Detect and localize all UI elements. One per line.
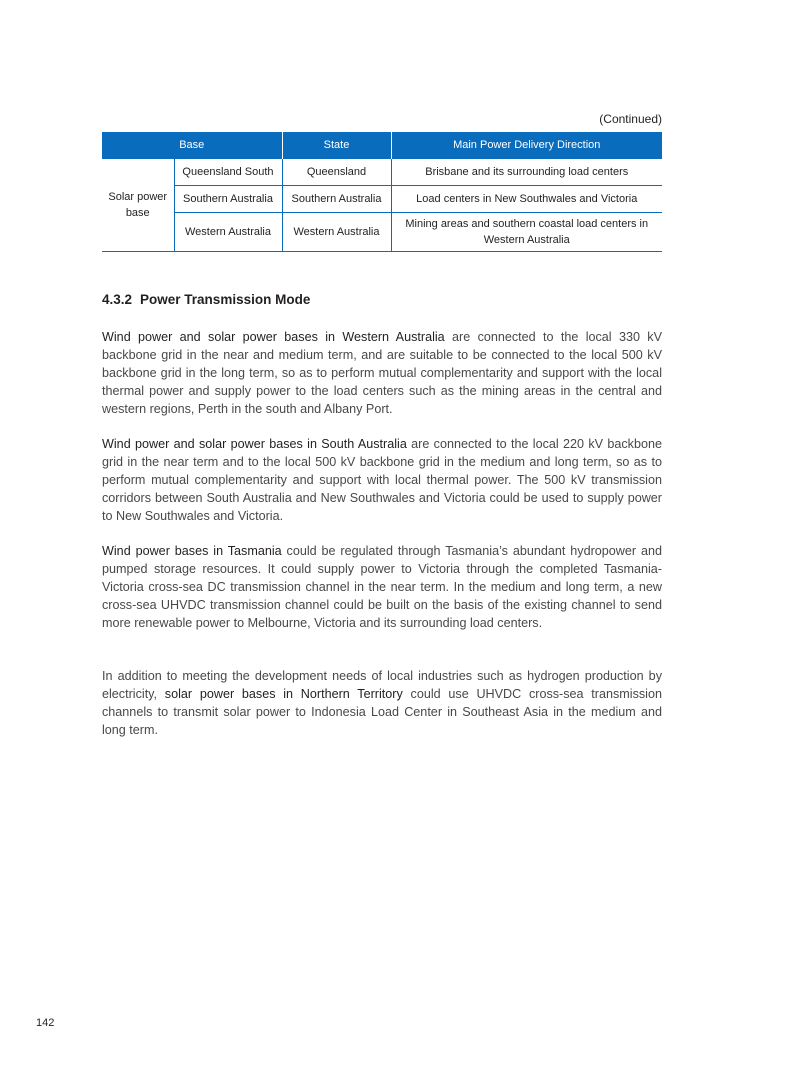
state-cell: Queensland bbox=[282, 159, 391, 186]
base-cell: Southern Australia bbox=[174, 186, 282, 213]
group-label-cell: Solar power base bbox=[102, 159, 174, 252]
header-base: Base bbox=[102, 132, 282, 159]
direction-cell: Brisbane and its surrounding load centers bbox=[391, 159, 662, 186]
base-cell: Queensland South bbox=[174, 159, 282, 186]
paragraph-tasmania bbox=[102, 543, 662, 633]
state-cell: Western Australia bbox=[282, 213, 391, 252]
table-header-row bbox=[102, 132, 662, 159]
page-number: 142 bbox=[36, 1017, 55, 1029]
paragraph-body: are connected to the local 220 kV backbone grid in the near term and to the local 500 kV backbone grid in the medium and long term, so as to perform mutual complementarity and support with local thermal power. The 500 kV transmission corridors between South Australia and New Southwales and Victoria could be used to supply power to New Southwales and Victoria. bbox=[102, 437, 662, 523]
table-row bbox=[102, 213, 662, 252]
paragraph-western-australia bbox=[102, 329, 662, 419]
table-row bbox=[102, 186, 662, 213]
section-title: Power Transmission Mode bbox=[140, 292, 311, 307]
paragraph-pre: In addition to meeting the development needs of local industries such as hydrogen production by electricity, bbox=[102, 669, 662, 701]
paragraph-lead: Wind power and solar power bases in South Australia bbox=[102, 437, 407, 451]
section-number: 4.3.2 bbox=[102, 292, 133, 307]
header-state: State bbox=[282, 132, 391, 159]
table-row bbox=[102, 159, 662, 186]
paragraph-body: are connected to the local 330 kV backbone grid in the near and medium term, and are suitable to be connected to the local 500 kV backbone grid in the long term, so as to perform mutual complementarity and support with the local thermal power and supply power to the load centers such as the mining areas in the central and western regions, Perth in the south and Albany Port. bbox=[102, 330, 662, 416]
section-heading bbox=[102, 292, 310, 307]
power-base-table bbox=[102, 132, 662, 252]
paragraph-lead: Wind power bases in Tasmania bbox=[102, 544, 282, 558]
continued-label: (Continued) bbox=[599, 112, 662, 126]
paragraph-lead: Wind power and solar power bases in Western Australia bbox=[102, 330, 445, 344]
direction-cell: Load centers in New Southwales and Victoria bbox=[391, 186, 662, 213]
base-cell: Western Australia bbox=[174, 213, 282, 252]
paragraph-south-australia bbox=[102, 436, 662, 526]
header-direction: Main Power Delivery Direction bbox=[391, 132, 662, 159]
paragraph-northern-territory bbox=[102, 668, 662, 740]
state-cell: Southern Australia bbox=[282, 186, 391, 213]
paragraph-body: could be regulated through Tasmania’s abundant hydropower and pumped storage resources. It could supply power to Victoria through the completed Tasmania-Victoria cross-sea DC transmission channel in the near term. In the medium and long term, a new cross-sea UHVDC transmission channel could be built on the basis of the existing channel to send more renewable power to Melbourne, Victoria and its surrounding load centers. bbox=[102, 544, 662, 630]
paragraph-lead: solar power bases in Northern Territory bbox=[164, 686, 403, 701]
paragraph-body: could use UHVDC cross-sea transmission channels to transmit solar power to Indonesia Load Center in Southeast Asia in the medium and long term. bbox=[102, 686, 662, 737]
direction-cell: Mining areas and southern coastal load centers in Western Australia bbox=[391, 213, 662, 252]
